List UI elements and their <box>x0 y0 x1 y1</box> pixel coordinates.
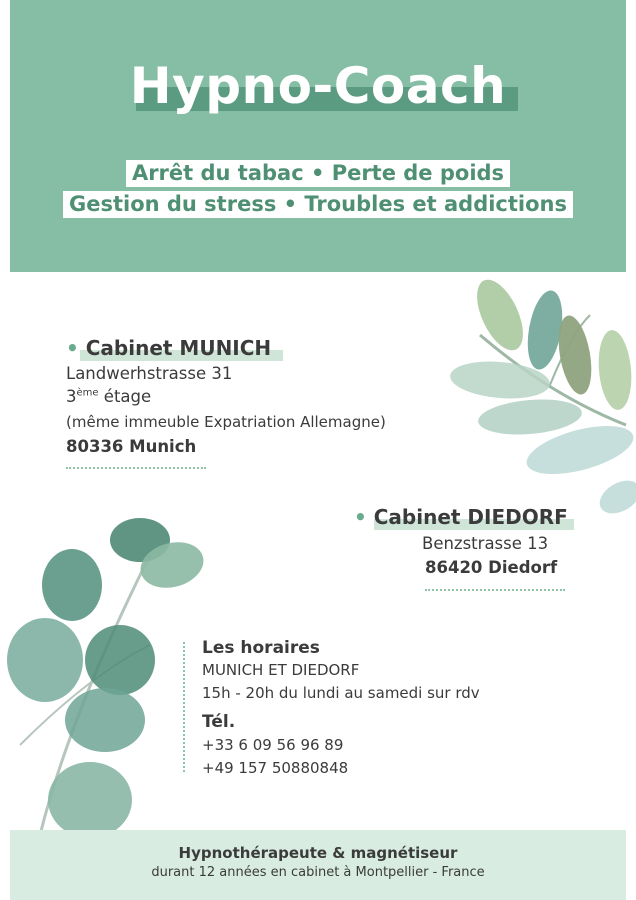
bullet-dot: • <box>66 336 86 360</box>
munich-dotted-divider <box>66 467 206 469</box>
munich-note: (même immeuble Expatriation Allemagne) <box>66 413 386 431</box>
footer-line-2: durant 12 années en cabinet à Montpellier - France <box>151 865 485 880</box>
services-line-1 <box>0 160 636 187</box>
phone-france: +33 6 09 56 96 89 <box>202 736 344 754</box>
hours-vertical-divider <box>183 642 185 772</box>
eucalyptus-branch-top-icon <box>440 275 636 525</box>
cabinet-munich-title <box>66 336 271 360</box>
header-banner <box>10 0 626 272</box>
diedorf-city: 86420 Diedorf <box>425 558 558 577</box>
cabinet-diedorf-name: Cabinet DIEDORF <box>373 505 568 529</box>
floor-word: étage <box>98 387 152 406</box>
page-title <box>130 56 506 116</box>
munich-floor <box>66 387 151 406</box>
hours-heading: Les horaires <box>202 638 320 658</box>
cabinet-munich-name: Cabinet MUNICH <box>85 336 272 360</box>
bullet-dot: • <box>354 505 374 529</box>
phone-germany: +49 157 50880848 <box>202 759 349 777</box>
hours-locations: MUNICH ET DIEDORF <box>202 661 360 679</box>
diedorf-street: Benzstrasse 13 <box>422 534 549 553</box>
services-text-1: Arrêt du tabac • Perte de poids <box>126 160 510 187</box>
floor-number: 3 <box>66 387 77 406</box>
footer-line-1: Hypnothérapeute & magnétiseur <box>178 844 458 862</box>
diedorf-dotted-divider <box>425 589 565 591</box>
floor-superscript: ème <box>76 387 99 399</box>
title-text: Hypno-Coach <box>129 57 507 115</box>
munich-street: Landwerhstrasse 31 <box>66 364 233 383</box>
hours-schedule: 15h - 20h du lundi au samedi sur rdv <box>202 684 480 702</box>
phone-heading: Tél. <box>202 712 236 732</box>
munich-city: 80336 Munich <box>66 437 197 456</box>
services-text-2: Gestion du stress • Troubles et addictions <box>63 191 573 218</box>
services-line-2 <box>0 191 636 218</box>
cabinet-diedorf-title <box>354 505 568 529</box>
title-wrap <box>0 56 636 116</box>
